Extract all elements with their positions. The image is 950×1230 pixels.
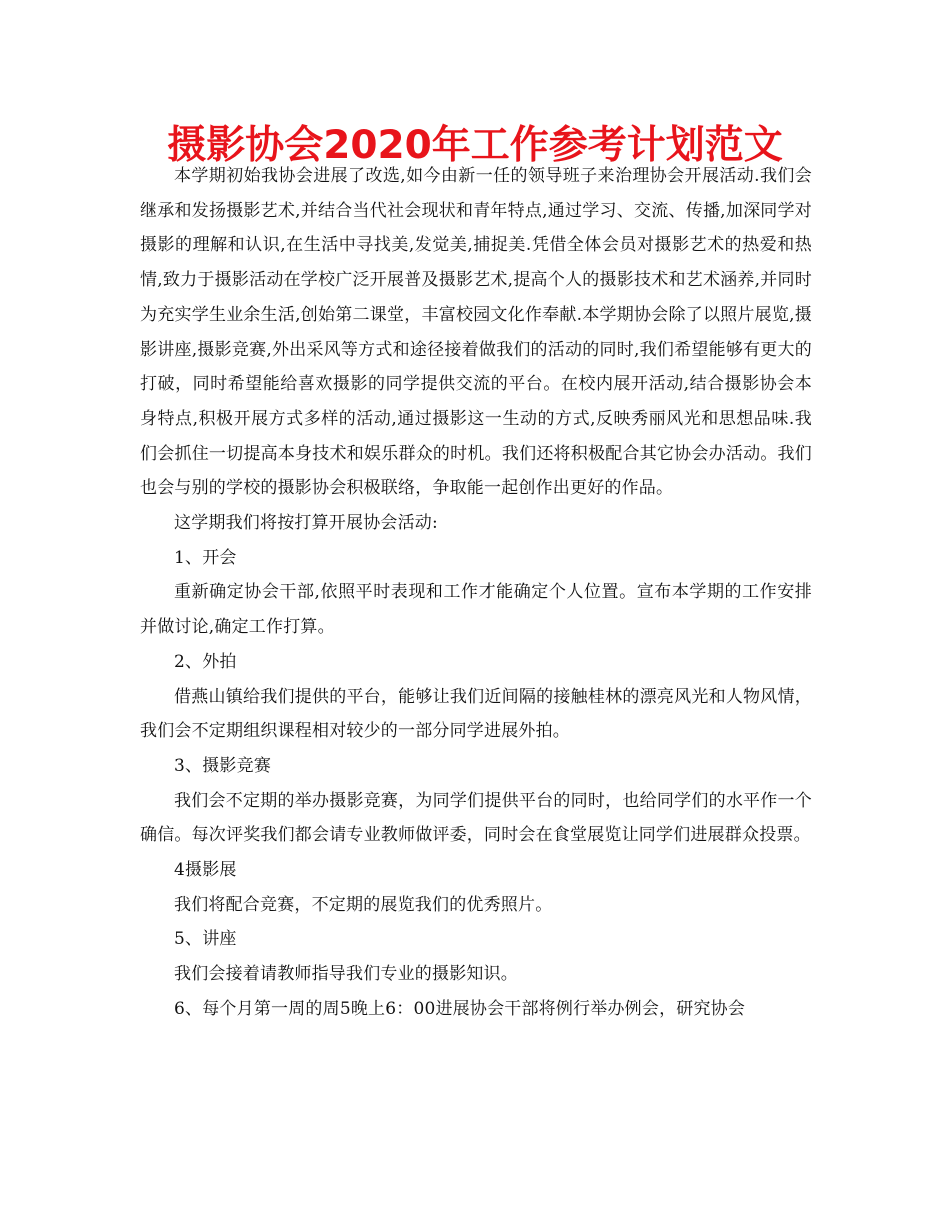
document-body: [140, 159, 812, 1027]
paragraph-monthly-meeting: 6、每个月第一周的周5晚上6：00进展协会干部将例行举办例会，研究协会: [174, 998, 746, 1019]
paragraph-meeting: 重新确定协会干部,依照平时表现和工作才能确定个人位置。宣布本学期的工作安排并做讨论,确定工作打算。: [140, 582, 812, 638]
paragraph-intro: 本学期初始我协会进展了改选,如今由新一任的领导班子来治理协会开展活动.我们会继承和发扬摄影艺术,并结合当代社会现状和青年特点,通过学习、交流、传播,加深同学对摄影的理解和认识,在生活中寻找美,发觉美,捕捉美.凭借全体会员对摄影艺术的热爱和热情,致力于摄影活动在学校广泛开展普及摄影艺术,提高个人的摄影技术和艺术涵养,并同时为充实学生业余生活,创始第二课堂，丰富校园文化作奉献.本学期协会除了以照片展览,摄影讲座,摄影竞赛,外出采风等方式和途径接着做我们的活动的同时,我们希望能够有更大的打破，同时希望能给喜欢摄影的同学提供交流的平台。在校内展开活动,结合摄影协会本身特点,积极开展方式多样的活动,通过摄影这一生动的方式,反映秀丽风光和思想品味.我们会抓住一切提高本身技术和娱乐群众的时机。我们还将积极配合其它协会办活动。我们也会与别的学校的摄影协会积极联络，争取能一起创作出更好的作品。: [140, 166, 812, 499]
section-heading-lecture: 5、讲座: [174, 929, 237, 950]
section-heading-exhibition: 4摄影展: [174, 860, 237, 881]
paragraph-exhibition: 我们将配合竞赛，不定期的展览我们的优秀照片。: [174, 894, 553, 915]
section-heading-outdoor-shoot: 2、外拍: [174, 651, 237, 672]
section-heading-meeting: 1、开会: [174, 547, 237, 568]
section-heading-competition: 3、摄影竞赛: [174, 755, 272, 776]
paragraph-plan-intro: 这学期我们将按打算开展协会活动:: [174, 513, 438, 534]
paragraph-lecture: 我们会接着请教师指导我们专业的摄影知识。: [174, 964, 518, 985]
document-title: 摄影协会2020年工作参考计划范文: [167, 123, 783, 168]
paragraph-competition: 我们会不定期的举办摄影竞赛，为同学们提供平台的同时，也给同学们的水平作一个确信。每次评奖我们都会请专业教师做评委，同时会在食堂展览让同学们进展群众投票。: [140, 790, 812, 846]
paragraph-outdoor-shoot: 借燕山镇给我们提供的平台，能够让我们近间隔的接触桂林的漂亮风光和人物风情，我们会不定期组织课程相对较少的一部分同学进展外拍。: [140, 686, 812, 742]
